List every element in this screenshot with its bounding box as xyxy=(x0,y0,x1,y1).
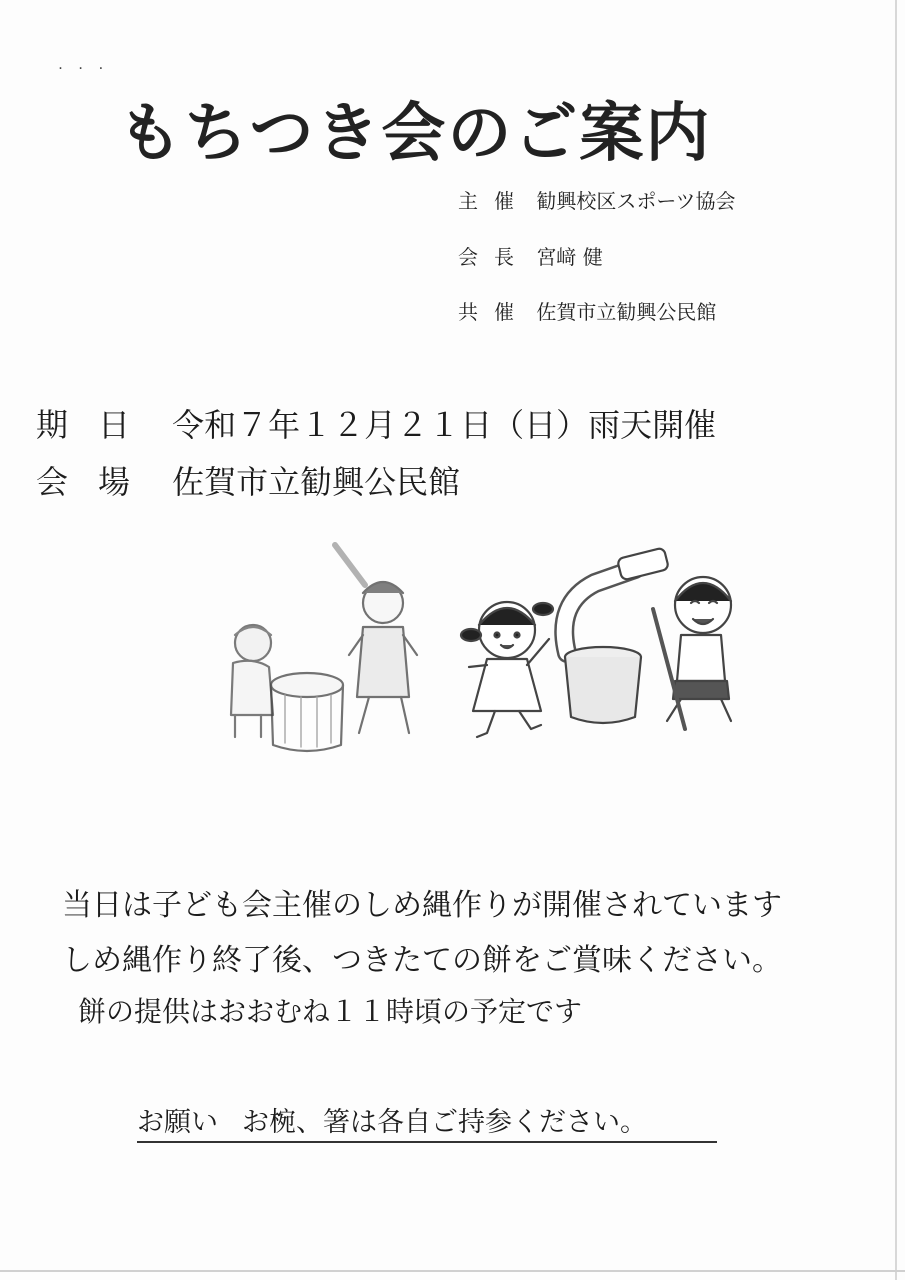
notice-line-2: しめ縄作り終了後、つきたての餅をご賞味ください。 xyxy=(62,943,782,978)
notice-line-3: 餅の提供はおおむね１１時頃の予定です xyxy=(78,995,583,1028)
stone-mortar xyxy=(564,548,669,723)
date-label: 期日 xyxy=(36,406,161,444)
chairman-row xyxy=(458,241,603,270)
mochitsuki-children-illustration xyxy=(205,535,765,765)
notice-line-1: 当日は子ども会主催のしめ縄作りが開催されています xyxy=(62,888,782,923)
event-venue-row xyxy=(36,457,460,503)
girl-figure xyxy=(461,602,553,737)
stump-mortar-left xyxy=(271,673,343,751)
event-date-row xyxy=(36,400,716,446)
boy-figure xyxy=(653,577,731,729)
request-label: お願い xyxy=(137,1107,218,1138)
co-organizer-role: 共催 xyxy=(458,300,530,324)
scan-edge-right xyxy=(895,0,897,1280)
date-value: 令和７年１２月２１日（日）雨天開催 xyxy=(172,406,717,444)
scan-edge-bottom xyxy=(0,1270,905,1272)
co-organizer-name: 佐賀市立勧興公民館 xyxy=(536,300,717,324)
chairman-name: 宮﨑 健 xyxy=(536,245,603,269)
chairman-role: 会長 xyxy=(458,245,530,269)
venue-label: 会場 xyxy=(36,463,161,501)
organizer-row xyxy=(458,185,736,214)
boy-with-mallet-figure xyxy=(335,545,417,733)
venue-value: 佐賀市立勧興公民館 xyxy=(172,463,461,501)
scan-specks: ･ ･ ･ xyxy=(58,64,110,75)
request-text: お椀、箸は各自ご持参ください。 xyxy=(242,1107,647,1138)
co-organizer-row xyxy=(458,296,716,325)
organizer-name: 勧興校区スポーツ協会 xyxy=(536,189,736,213)
grandparent-figure xyxy=(231,625,273,737)
page-title: もちつき会のご案内 xyxy=(118,97,712,171)
request-line xyxy=(137,1100,717,1143)
organizer-role: 主催 xyxy=(458,189,530,213)
